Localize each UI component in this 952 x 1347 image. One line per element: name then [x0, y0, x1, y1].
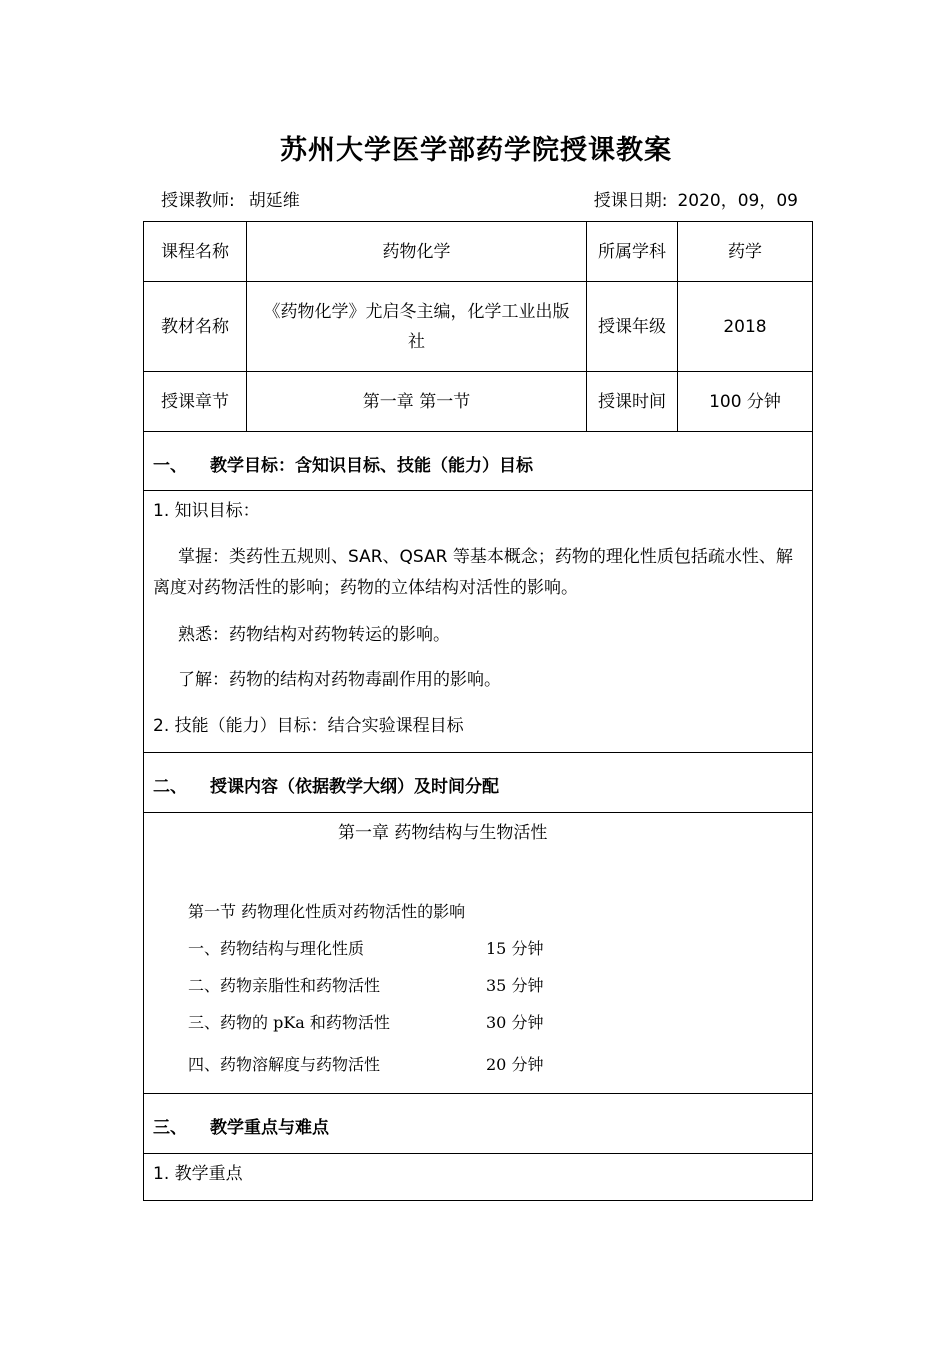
- date-line: [594, 186, 798, 211]
- topic-time: 35 分钟: [486, 976, 544, 995]
- section3-number: 三、: [153, 1118, 187, 1138]
- teacher-label: 授课教师:: [161, 191, 235, 211]
- row-divider: [143, 490, 813, 491]
- course-name-value: 药物化学: [382, 241, 451, 262]
- subject-value: 药学: [728, 241, 762, 262]
- duration-label: 授课时间: [598, 391, 666, 412]
- grade-label: 授课年级: [598, 316, 666, 337]
- date-value: 2020，09，09: [677, 191, 798, 211]
- row-divider: [143, 1093, 813, 1094]
- row-divider: [143, 431, 813, 432]
- chapter-label: 授课章节: [161, 391, 229, 412]
- teaching-focus-label: 1. 教学重点: [153, 1164, 243, 1184]
- section2-heading: [153, 772, 499, 797]
- skill-goal-text: 2. 技能（能力）目标：结合实验课程目标: [153, 716, 464, 736]
- topic-name: 二、药物亲脂性和药物活性: [188, 976, 381, 995]
- section3-heading: [153, 1113, 329, 1138]
- page-title: 苏州大学医学部药学院授课教案: [280, 135, 672, 166]
- topic-name: 三、药物的 pKa 和药物活性: [188, 1013, 390, 1032]
- course-name-label: 课程名称: [161, 241, 229, 262]
- section1-heading: [153, 451, 533, 476]
- subject-label: 所属学科: [598, 241, 666, 262]
- duration-value: 100 分钟: [709, 391, 781, 412]
- topic-time: 30 分钟: [486, 1013, 544, 1032]
- subsection-heading: 第一节 药物理化性质对药物活性的影响: [188, 902, 466, 921]
- knowledge-goal-label: 1. 知识目标：: [153, 501, 260, 521]
- grade-value: 2018: [723, 316, 767, 337]
- chapter-heading: 第一章 药物结构与生物活性: [338, 823, 548, 843]
- topic-time: 20 分钟: [486, 1055, 544, 1074]
- master-text-line2: 离度对药物活性的影响；药物的立体结构对活性的影响。: [153, 578, 578, 598]
- row-divider: [143, 812, 813, 813]
- textbook-label: 教材名称: [161, 316, 229, 337]
- row-divider: [143, 752, 813, 753]
- section3-title: 教学重点与难点: [210, 1118, 329, 1138]
- textbook-value: 《药物化学》尤启冬主编，化学工业出版社: [263, 301, 570, 352]
- date-label: 授课日期:: [593, 191, 668, 211]
- understand-text: 了解：药物的结构对药物毒副作用的影响。: [178, 670, 501, 690]
- topic-time: 15 分钟: [486, 939, 544, 958]
- row-divider: [143, 1153, 813, 1154]
- section2-number: 二、: [153, 777, 187, 797]
- section2-title: 授课内容（依据教学大纲）及时间分配: [210, 777, 499, 797]
- teacher-line: [161, 186, 300, 211]
- teacher-value: 胡延维: [248, 191, 300, 211]
- familiar-text: 熟悉：药物结构对药物转运的影响。: [178, 625, 450, 645]
- chapter-value: 第一章 第一节: [362, 391, 471, 412]
- section1-title: 教学目标：含知识目标、技能（能力）目标: [210, 456, 533, 476]
- master-text-line1: 掌握：类药性五规则、SAR、QSAR 等基本概念；药物的理化性质包括疏水性、解: [178, 547, 793, 567]
- topic-name: 四、药物溶解度与药物活性: [188, 1055, 381, 1074]
- section1-number: 一、: [153, 456, 187, 476]
- topic-name: 一、药物结构与理化性质: [188, 939, 365, 958]
